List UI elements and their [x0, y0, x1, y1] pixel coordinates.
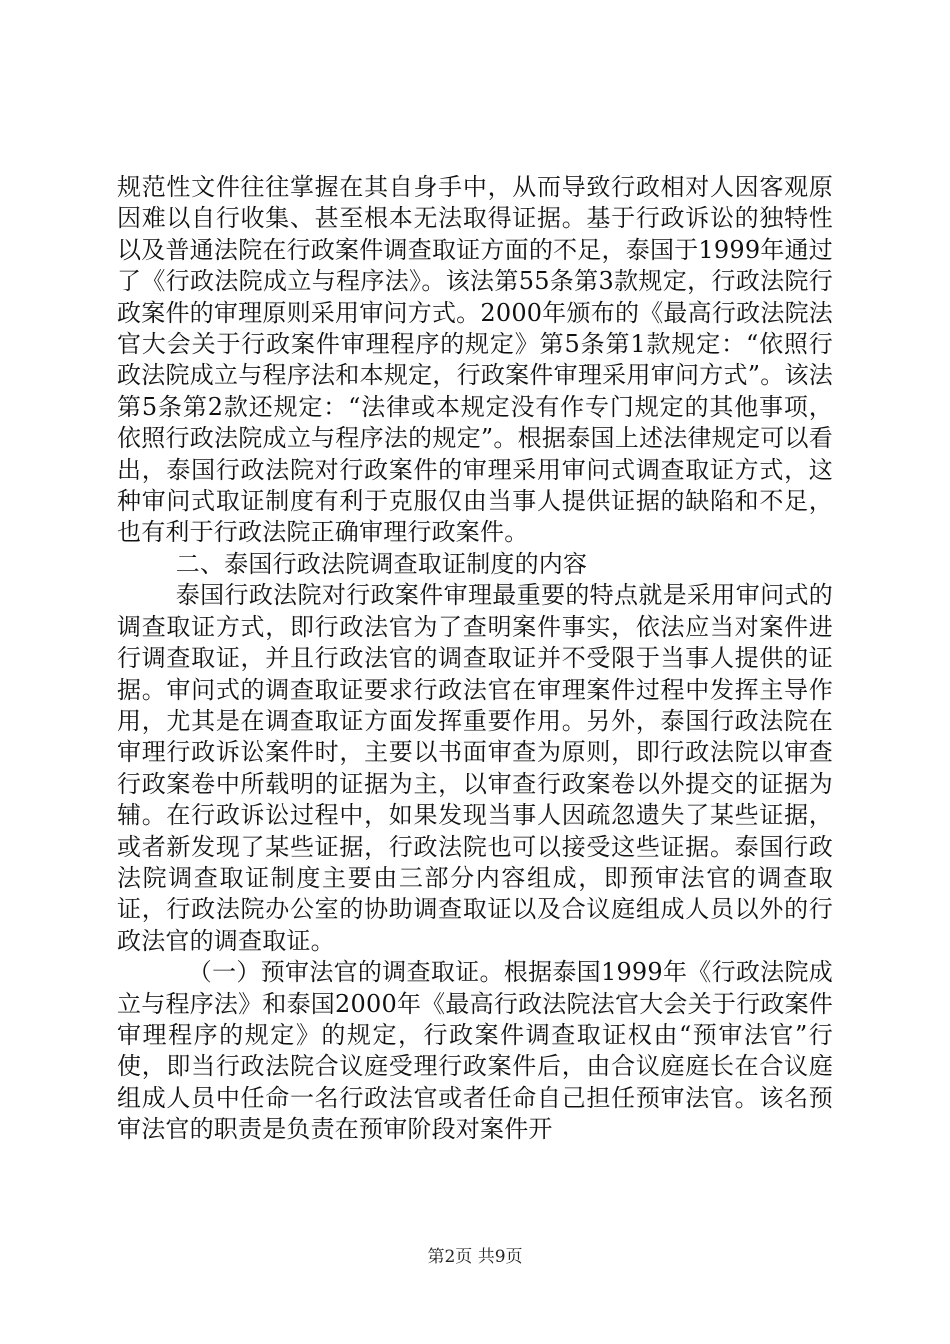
paragraph-section-content: 泰国行政法院对行政案件审理最重要的特点就是采用审问式的调查取证方式，即行政法官为了查明案件事实，依法应当对案件进行调查取证，并且行政法官的调查取证并不受限于当事人提供的证据。审问式的调查取证要求行政法官在审理案件过程中发挥主导作用，尤其是在调查取证方面发挥重要作用。另外，泰国行政法院在审理行政诉讼案件时，主要以书面审查为原则，即行政法院以审查行政案卷中所载明的证据为主，以审查行政案卷以外提交的证据为辅。在行政诉讼过程中，如果发现当事人因疏忽遗失了某些证据，或者新发现了某些证据，行政法院也可以接受这些证据。泰国行政法院调查取证制度主要由三部分内容组成，即预审法官的调查取证，行政法院办公室的协助调查取证以及合议庭组成人员以外的行政法官的调查取证。 — [117, 581, 833, 955]
paragraph-subsection-one: （一）预审法官的调查取证。根据泰国1999年《行政法院成立与程序法》和泰国2000年《最高行政法院法官大会关于行政案件审理程序的规定》的规定，行政案件调查取证权由“预审法官”行使，即当行政法院合议庭受理行政案件后，由合议庭庭长在合议庭组成人员中任命一名行政法官或者任命自己担任预审法官。该名预审法官的职责是负责在预审阶段对案件开 — [117, 958, 833, 1144]
document-body — [117, 172, 833, 1146]
page-number-footer: 第2页 共9页 — [427, 1247, 523, 1267]
paragraph-continuation: 规范性文件往往掌握在其自身手中，从而导致行政相对人因客观原因难以自行收集、甚至根本无法取得证据。基于行政诉讼的独特性以及普通法院在行政案件调查取证方面的不足，泰国于1999年通过了《行政法院成立与程序法》。该法第55条第3款规定，行政法院行政案件的审理原则采用审问方式。2000年颁布的《最高行政法院法官大会关于行政案件审理程序的规定》第5条第1款规定：“依照行政法院成立与程序法和本规定，行政案件审理采用审问方式”。该法第5条第2款还规定：“法律或本规定没有作专门规定的其他事项，依照行政法院成立与程序法的规定”。根据泰国上述法律规定可以看出，泰国行政法院对行政案件的审理采用审问式调查取证方式，这种审问式取证制度有利于克服仅由当事人提供证据的缺陷和不足，也有利于行政法院正确审理行政案件。 — [117, 173, 833, 547]
section-heading: 二、泰国行政法院调查取证制度的内容 — [175, 549, 588, 578]
